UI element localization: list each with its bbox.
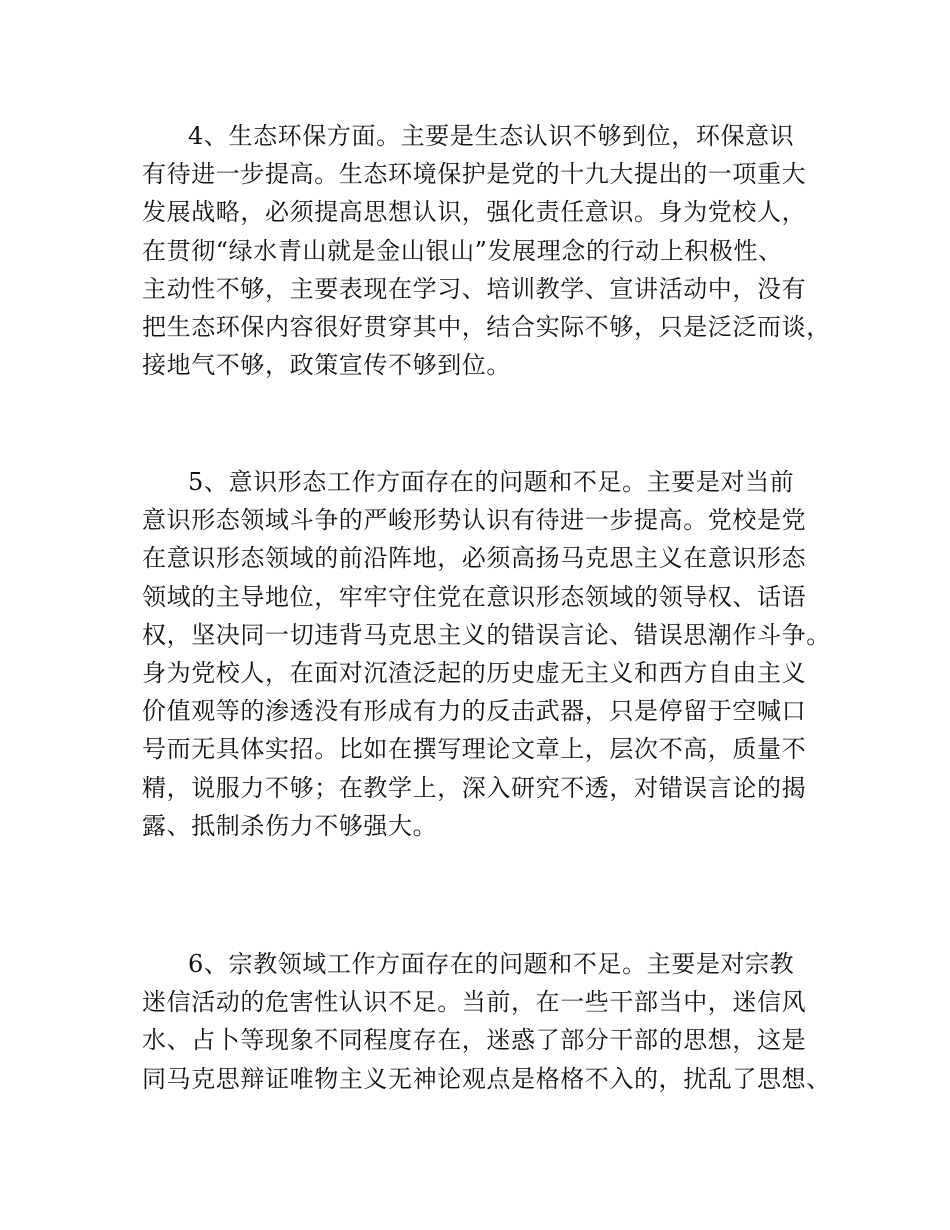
text-line: 露、抵制杀伤力不够强大。 <box>142 811 438 840</box>
text-line: 价值观等的渗透没有形成有力的反击武器，只是停留于空喊口 <box>142 697 807 726</box>
text-line: 水、占卜等现象不同程度存在，迷惑了部分干部的思想，这是 <box>142 1026 807 1055</box>
text-line: 精，说服力不够；在教学上，深入研究不透，对错误言论的揭 <box>142 773 807 802</box>
paragraph-6-religion <box>142 945 832 1098</box>
text-line: 有待进一步提高。生态环境保护是党的十九大提出的一项重大 <box>142 160 807 189</box>
text-line: 6、宗教领域工作方面存在的问题和不足。主要是对宗教 <box>188 950 795 978</box>
text-line: 权，坚决同一切违背马克思主义的错误言论、错误思潮作斗争。 <box>142 620 831 649</box>
text-line: 主动性不够，主要表现在学习、培训教学、宣讲活动中，没有 <box>142 274 807 303</box>
text-line: 意识形态领域斗争的严峻形势认识有待进一步提高。党校是党 <box>142 506 807 535</box>
text-line: 发展战略，必须提高思想认识，强化责任意识。身为党校人， <box>142 198 807 227</box>
text-line: 4、生态环保方面。主要是生态认识不够到位，环保意识 <box>188 122 795 150</box>
text-line: 身为党校人，在面对沉渣泛起的历史虚无主义和西方自由主义 <box>142 658 807 687</box>
text-line: 号而无具体实招。比如在撰写理论文章上，层次不高，质量不 <box>142 735 807 764</box>
text-line: 把生态环保内容很好贯穿其中，结合实际不够，只是泛泛而谈， <box>142 312 831 341</box>
paragraph-5-ideology <box>142 463 832 845</box>
text-line: 5、意识形态工作方面存在的问题和不足。主要是对当前 <box>188 468 795 496</box>
text-line: 同马克思辩证唯物主义无神论观点是格格不入的，扰乱了思想、 <box>142 1064 831 1093</box>
text-line: 在意识形态领域的前沿阵地，必须高扬马克思主义在意识形态 <box>142 544 807 573</box>
text-line: 领域的主导地位，牢牢守住党在意识形态领域的领导权、话语 <box>142 582 807 611</box>
text-line: 在贯彻“绿水青山就是金山银山”发展理念的行动上积极性、 <box>142 236 783 265</box>
text-line: 接地气不够，政策宣传不够到位。 <box>142 351 511 380</box>
paragraph-4-ecology <box>142 117 832 384</box>
text-line: 迷信活动的危害性认识不足。当前，在一些干部当中，迷信风 <box>142 988 807 1017</box>
